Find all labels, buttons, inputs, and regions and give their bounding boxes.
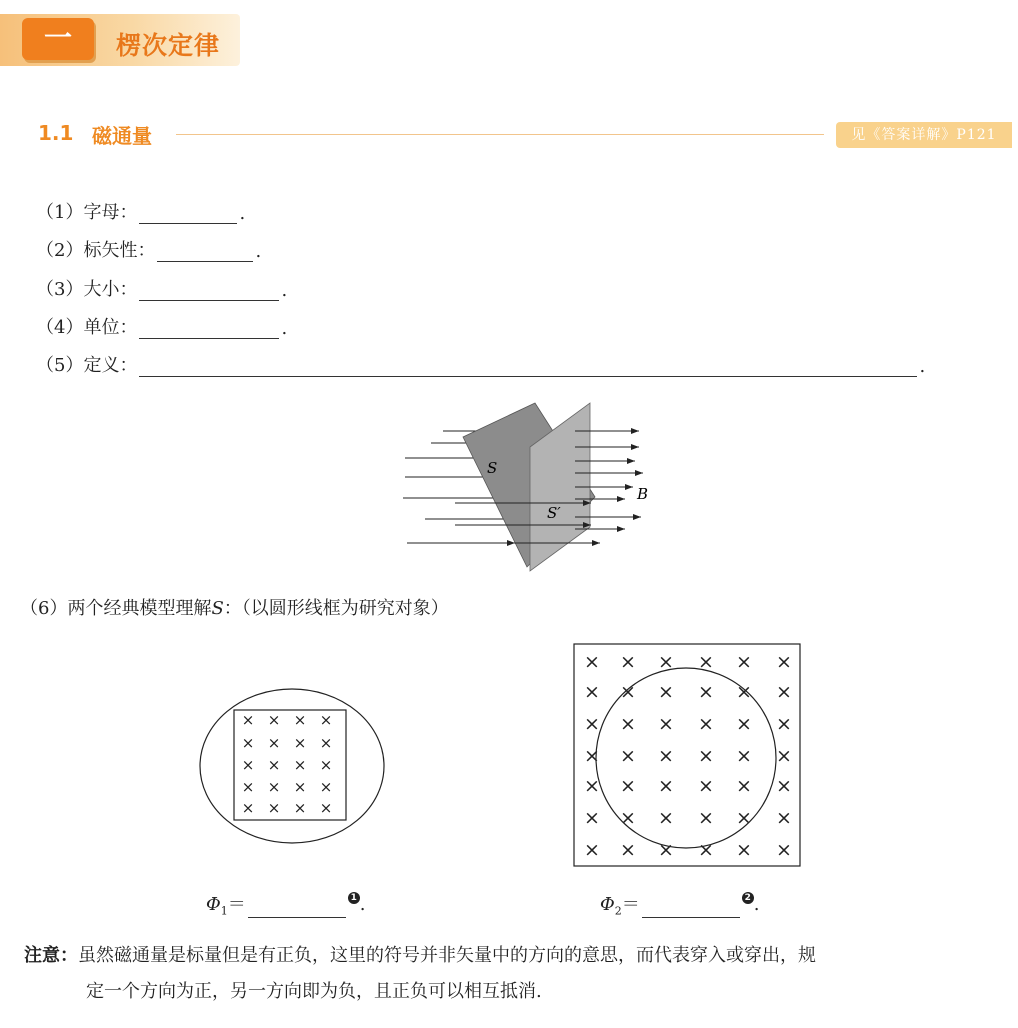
- flux-subscript: 2: [614, 904, 622, 918]
- answer-blank[interactable]: [139, 358, 917, 377]
- svg-text:×: ×: [267, 778, 281, 796]
- svg-text:×: ×: [620, 745, 636, 767]
- item-label: （5）定义：: [36, 355, 138, 376]
- item-letter: [36, 198, 245, 224]
- note-line-1: [24, 938, 1004, 974]
- svg-text:×: ×: [620, 681, 636, 703]
- svg-text:×: ×: [736, 745, 752, 767]
- label-b: B: [637, 485, 649, 503]
- note-label: 注意：: [24, 945, 78, 966]
- svg-text:×: ×: [776, 745, 792, 767]
- svg-text:×: ×: [658, 807, 674, 829]
- svg-text:×: ×: [241, 778, 255, 796]
- svg-text:×: ×: [267, 734, 281, 752]
- flux-equals: ＝: [621, 894, 640, 915]
- flux-symbol: Φ: [206, 894, 221, 915]
- svg-text:×: ×: [584, 681, 600, 703]
- svg-text:×: ×: [776, 775, 792, 797]
- note-text-2: 定一个方向为正，另一方向即为负，且正负可以相互抵消.: [86, 981, 542, 1002]
- svg-text:×: ×: [776, 807, 792, 829]
- footnote-marker: 2: [742, 892, 754, 904]
- svg-text:×: ×: [776, 839, 792, 861]
- svg-text:×: ×: [319, 711, 333, 729]
- item-label: （4）单位：: [36, 317, 138, 338]
- label-s-prime: S′: [547, 504, 561, 522]
- svg-text:×: ×: [293, 778, 307, 796]
- model-1-figure: [198, 688, 388, 848]
- svg-text:×: ×: [658, 681, 674, 703]
- svg-text:×: ×: [658, 775, 674, 797]
- svg-text:×: ×: [698, 745, 714, 767]
- svg-text:×: ×: [319, 756, 333, 774]
- svg-text:×: ×: [319, 734, 333, 752]
- svg-text:×: ×: [736, 839, 752, 861]
- q6-prefix: （6）两个经典模型理解: [20, 598, 212, 619]
- svg-text:×: ×: [293, 756, 307, 774]
- flux-2-blank[interactable]: [642, 899, 740, 918]
- item-definition: [36, 351, 925, 377]
- svg-text:×: ×: [736, 775, 752, 797]
- svg-text:×: ×: [620, 775, 636, 797]
- flux-2-line: [600, 890, 760, 918]
- svg-text:×: ×: [241, 734, 255, 752]
- flux-end: .: [359, 894, 366, 915]
- q6-variable: S: [211, 598, 224, 619]
- svg-text:×: ×: [267, 711, 281, 729]
- answer-blank[interactable]: [157, 243, 253, 262]
- flux-1-line: [206, 890, 366, 918]
- svg-text:×: ×: [736, 681, 752, 703]
- note-text-1: 虽然磁通量是标量但是有正负，这里的符号并非矢量中的方向的意思，而代表穿入或穿出，规: [78, 945, 816, 966]
- item-label: （2）标矢性：: [36, 240, 156, 261]
- chapter-number-badge: 一: [22, 18, 94, 60]
- svg-text:×: ×: [293, 799, 307, 817]
- answer-blank[interactable]: [139, 282, 279, 301]
- item-end: .: [255, 241, 262, 262]
- model-2-figure: [572, 642, 804, 870]
- label-s: S: [487, 459, 498, 477]
- item-magnitude: [36, 275, 287, 301]
- svg-text:×: ×: [584, 745, 600, 767]
- answer-reference-tag: 见《答案详解》P121: [836, 122, 1012, 148]
- svg-text:×: ×: [698, 681, 714, 703]
- svg-text:×: ×: [698, 839, 714, 861]
- item-end: .: [281, 280, 288, 301]
- item-unit: [36, 313, 287, 339]
- svg-text:×: ×: [293, 711, 307, 729]
- section-divider: [176, 134, 824, 135]
- svg-text:×: ×: [584, 713, 600, 735]
- answer-blank[interactable]: [139, 320, 279, 339]
- svg-text:×: ×: [241, 799, 255, 817]
- svg-text:×: ×: [584, 807, 600, 829]
- item-end: .: [919, 356, 926, 377]
- svg-text:×: ×: [241, 711, 255, 729]
- question-6: [20, 594, 449, 620]
- svg-text:×: ×: [776, 651, 792, 673]
- svg-text:×: ×: [319, 799, 333, 817]
- svg-text:×: ×: [319, 778, 333, 796]
- svg-text:×: ×: [267, 799, 281, 817]
- svg-text:×: ×: [267, 756, 281, 774]
- svg-text:×: ×: [620, 651, 636, 673]
- flux-equals: ＝: [227, 894, 246, 915]
- item-end: .: [239, 203, 246, 224]
- footnote-marker: 1: [348, 892, 360, 904]
- svg-text:×: ×: [620, 807, 636, 829]
- svg-text:×: ×: [620, 839, 636, 861]
- svg-text:×: ×: [620, 713, 636, 735]
- section-number: 1.1: [38, 121, 74, 145]
- chapter-title: 楞次定律: [116, 31, 221, 60]
- svg-text:×: ×: [658, 651, 674, 673]
- svg-text:×: ×: [293, 734, 307, 752]
- svg-text:×: ×: [698, 651, 714, 673]
- svg-text:×: ×: [241, 756, 255, 774]
- svg-text:×: ×: [698, 775, 714, 797]
- item-end: .: [281, 318, 288, 339]
- flux-subscript: 1: [220, 904, 228, 918]
- flux-1-blank[interactable]: [248, 899, 346, 918]
- svg-text:×: ×: [736, 651, 752, 673]
- svg-text:×: ×: [776, 681, 792, 703]
- svg-text:×: ×: [698, 807, 714, 829]
- flux-end: .: [753, 894, 760, 915]
- item-label: （1）字母：: [36, 202, 138, 223]
- field-crosses-1: [242, 711, 333, 817]
- svg-text:×: ×: [698, 713, 714, 735]
- item-label: （3）大小：: [36, 279, 138, 300]
- item-vector-type: [36, 236, 261, 262]
- note-block: [24, 938, 1004, 1010]
- svg-text:×: ×: [776, 713, 792, 735]
- flux-symbol: Φ: [600, 894, 615, 915]
- section-title: 磁通量: [92, 124, 152, 148]
- svg-text:×: ×: [736, 713, 752, 735]
- svg-text:×: ×: [658, 745, 674, 767]
- svg-text:×: ×: [584, 651, 600, 673]
- flux-planes-figure: [395, 395, 665, 575]
- field-crosses-2: [584, 651, 792, 861]
- svg-text:×: ×: [658, 839, 674, 861]
- svg-text:×: ×: [658, 713, 674, 735]
- svg-text:×: ×: [584, 775, 600, 797]
- svg-text:×: ×: [736, 807, 752, 829]
- field-region-square: [574, 644, 800, 866]
- svg-text:×: ×: [584, 839, 600, 861]
- q6-suffix: ：（以圆形线框为研究对象）: [223, 598, 449, 619]
- answer-blank[interactable]: [139, 205, 237, 224]
